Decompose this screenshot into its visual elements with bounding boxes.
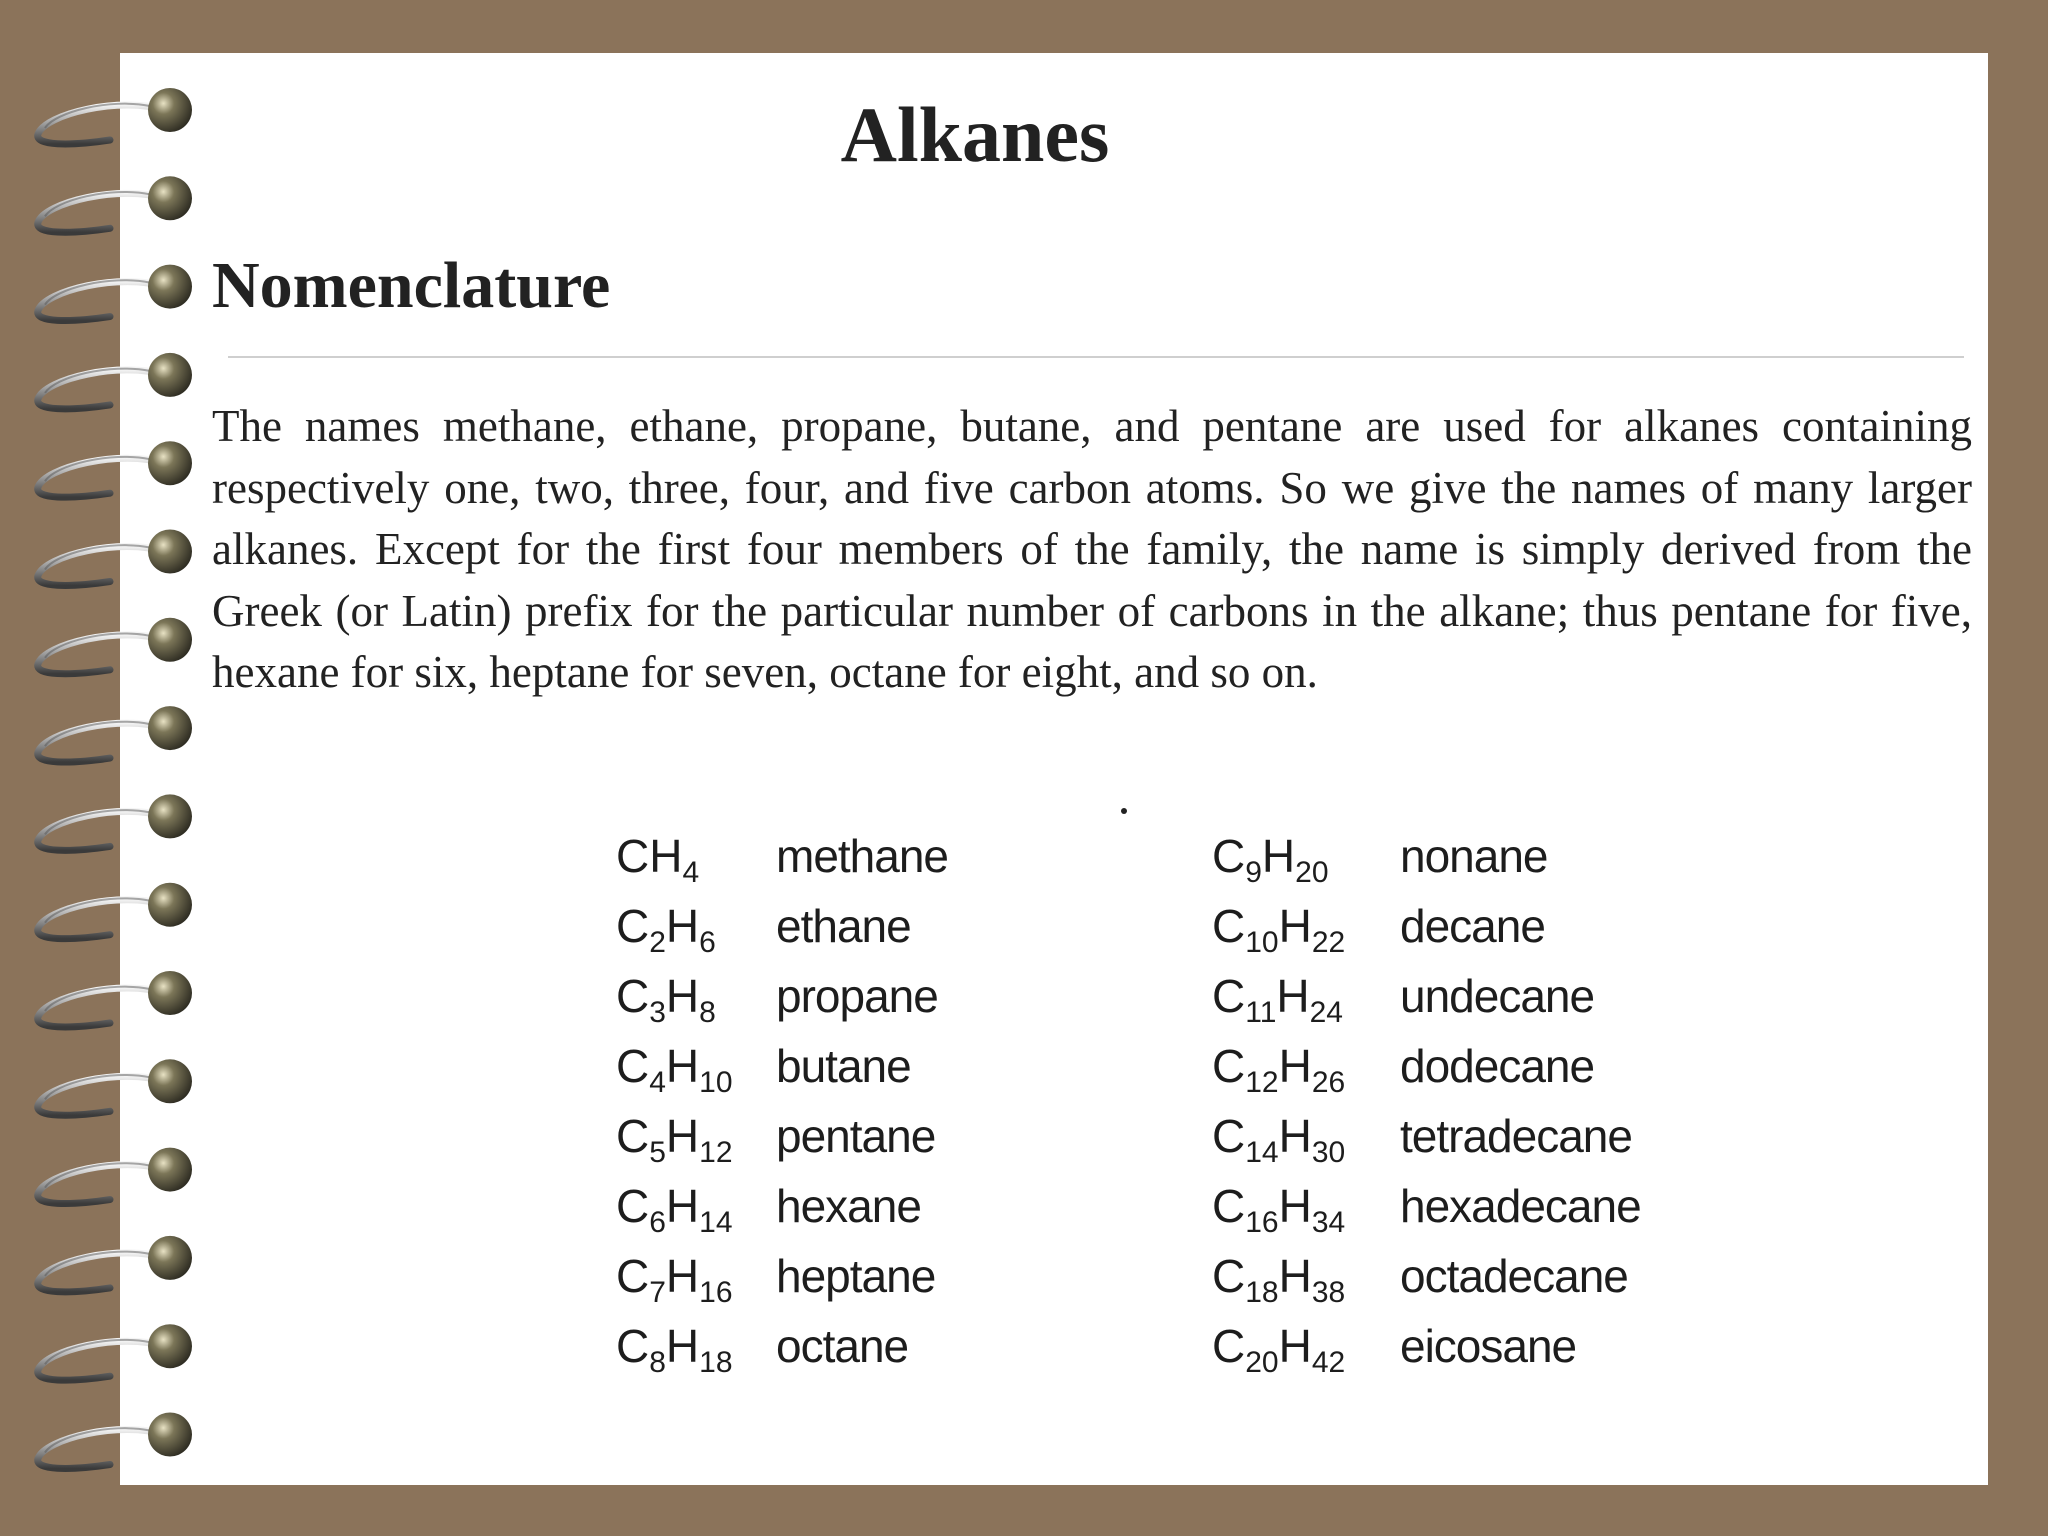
alkane-name: hexadecane — [1400, 1180, 1641, 1232]
alkane-formula: $C_{12}H_{26}$ — [1212, 1040, 1346, 1099]
alkane-formula: $C_{10}H_{22}$ — [1212, 900, 1346, 959]
alkane-name: heptane — [776, 1250, 936, 1302]
binding-ring — [38, 618, 192, 674]
alkane-name: octadecane — [1400, 1250, 1628, 1302]
binding-ring — [38, 265, 192, 321]
alkane-formula: $C_5H_{12}$ — [616, 1110, 733, 1169]
alkane-formula: $C_{20}H_{42}$ — [1212, 1320, 1346, 1379]
alkane-formula: $C_3H_8$ — [616, 970, 716, 1029]
binding-ring — [38, 794, 192, 850]
alkane-name: nonane — [1400, 830, 1548, 882]
alkane-name: decane — [1400, 900, 1545, 952]
binding-ring — [38, 1236, 192, 1292]
binding-ring — [38, 353, 192, 409]
alkane-formula: $C_9H_{20}$ — [1212, 830, 1329, 889]
alkane-name: hexane — [776, 1180, 921, 1232]
alkane-name: pentane — [776, 1110, 936, 1162]
alkane-formula: $C_{16}H_{34}$ — [1212, 1180, 1346, 1239]
alkane-name: butane — [776, 1040, 911, 1092]
binding-ring — [38, 1413, 192, 1469]
alkane-formula: $C_{18}H_{38}$ — [1212, 1250, 1346, 1309]
binding-ring — [38, 883, 192, 939]
alkane-name: methane — [776, 830, 949, 882]
binding-ring — [38, 1059, 192, 1115]
binding-ring — [38, 1148, 192, 1204]
stray-dot — [1121, 808, 1127, 814]
binding-ring — [38, 971, 192, 1027]
slide-title: Alkanes — [840, 91, 1110, 178]
binding-ring — [38, 176, 192, 232]
binding-ring — [38, 530, 192, 586]
alkane-formula: $CH_4$ — [616, 830, 700, 889]
body-paragraph: The names methane, ethane, propane, butane, and pentane are used for alkanes containing respectively one, two, three, four, and five carbon atoms. So we give the names of many larger alkanes. Except for the first four members of the family, the name is simply derived from the Greek (or Latin) prefix for the particular number of carbons in the alkane; thus pentane for five, hexane for six, heptane for seven, octane for eight, and so on. — [212, 401, 1972, 697]
binding-ring — [38, 441, 192, 497]
heading-divider — [228, 356, 1964, 358]
alkane-name: dodecane — [1400, 1040, 1595, 1092]
binding-ring — [38, 706, 192, 762]
alkane-name: eicosane — [1400, 1320, 1577, 1372]
alkane-name: tetradecane — [1400, 1110, 1632, 1162]
alkane-formula: $C_2H_6$ — [616, 900, 716, 959]
alkane-name: octane — [776, 1320, 909, 1372]
spiral-binding — [0, 0, 220, 1536]
alkane-name: undecane — [1400, 970, 1595, 1022]
binding-ring — [38, 1324, 192, 1380]
alkane-name: ethane — [776, 900, 911, 952]
alkane-formula: $C_6H_{14}$ — [616, 1180, 733, 1239]
alkane-name: propane — [776, 970, 938, 1022]
alkane-formula: $C_4H_{10}$ — [616, 1040, 733, 1099]
alkane-formula: $C_7H_{16}$ — [616, 1250, 733, 1309]
alkane-formula: $C_{14}H_{30}$ — [1212, 1110, 1346, 1169]
section-heading: Nomenclature — [212, 249, 611, 322]
alkane-formula: $C_{11}H_{24}$ — [1212, 970, 1343, 1029]
alkane-formula: $C_8H_{18}$ — [616, 1320, 733, 1379]
